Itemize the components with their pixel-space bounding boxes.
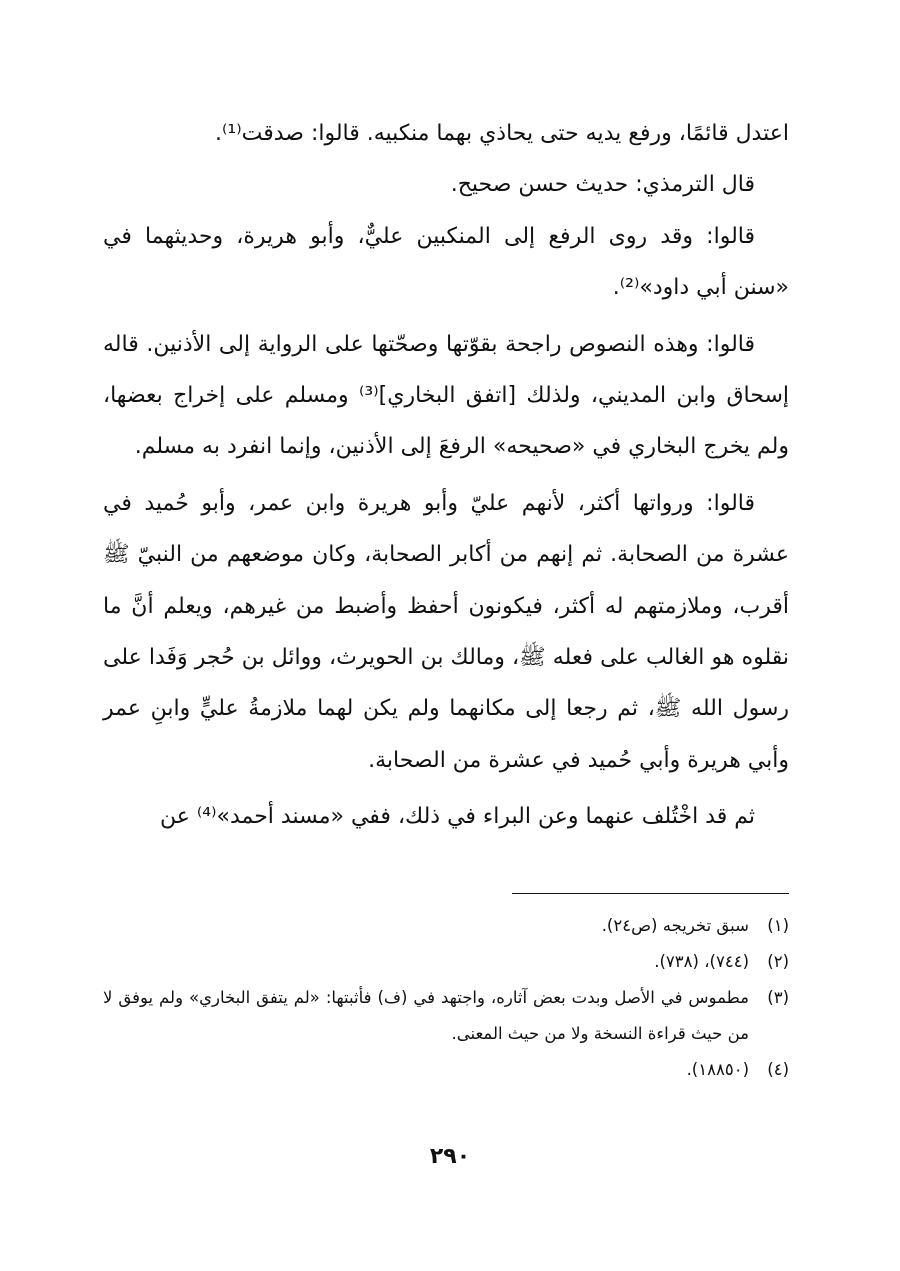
footnote-number: (٣) xyxy=(767,988,789,1007)
footnote-text: مطموس في الأصل وبدت بعض آثاره، واجتهد في (ف) فأثبتها: «لم يتفق البخاري» ولم يوفق لا من حيث قراءة النسخة ولا من حيث المعنى. xyxy=(103,988,749,1043)
footnote-text: (٧٤٤)، (٧٣٨). xyxy=(654,952,749,971)
footnote-3 xyxy=(103,980,789,1052)
paragraph-3: قالوا: وقد روى الرفع إلى المنكبين عليٌّ، وأبو هريرة، وحديثهما في «سنن أبي داود»⁽²⁾. xyxy=(103,223,789,301)
footnote-4 xyxy=(103,1052,789,1088)
footnote-number: (٤) xyxy=(767,1060,789,1079)
footnote-text: (١٨٨٥٠). xyxy=(686,1060,749,1079)
footnote-separator xyxy=(512,893,789,894)
paragraph-1: اعتدل قائمًا، ورفع يديه حتى يحاذي بهما منكبيه. قالوا: صدقت⁽¹⁾. xyxy=(214,121,789,146)
page-number: ٢٩٠ xyxy=(429,1144,471,1169)
paragraph-6: ثم قد اخْتُلف عنهما وعن البراء في ذلك، ففي «مسند أحمد»⁽⁴⁾ عن xyxy=(159,804,755,830)
footnote-text: سبق تخريجه (ص٢٤). xyxy=(601,916,749,935)
footnotes xyxy=(103,908,789,1088)
paragraph-5: قالوا: ورواتها أكثر، لأنهم عليّ وأبو هريرة وابن عمر، وأبو حُميد في عشرة من الصحابة. ثم إنهم من أكابر الصحابة، وكان موضعهم من النبيّ ﷺ أقرب، وملازمتهم له أكثر، فيكونون أحفظ وأضبط من غيرهم، ويعلم أنَّ ما نقلوه هو الغالب على فعله ﷺ، ومالك بن الحويرث، ووائل بن حُجر وَفَدا على رسول الله ﷺ، ثم رجعا إلى مكانهما ولم يكن لهما ملازمةُ عليٍّ وابنِ عمر وأبي هريرة وأبي حُميد في عشرة من الصحابة. xyxy=(103,490,789,773)
footnote-number: (٢) xyxy=(767,952,789,971)
paragraph-4: قالوا: وهذه النصوص راجحة بقوّتها وصحّتها على الرواية إلى الأذنين. قاله إسحاق وابن المديني، ولذلك [اتفق البخاري]⁽³⁾ ومسلم على إخراج بعضها، ولم يخرج البخاري في «صحيحه» الرفعَ إلى الأذنين، وإنما انفرد به مسلم. xyxy=(103,331,789,460)
footnote-1 xyxy=(103,908,789,944)
footnote-2 xyxy=(103,944,789,980)
footnote-number: (١) xyxy=(767,916,789,935)
main-text xyxy=(103,108,789,843)
paragraph-2: قال الترمذي: حديث حسن صحيح. xyxy=(450,172,755,198)
